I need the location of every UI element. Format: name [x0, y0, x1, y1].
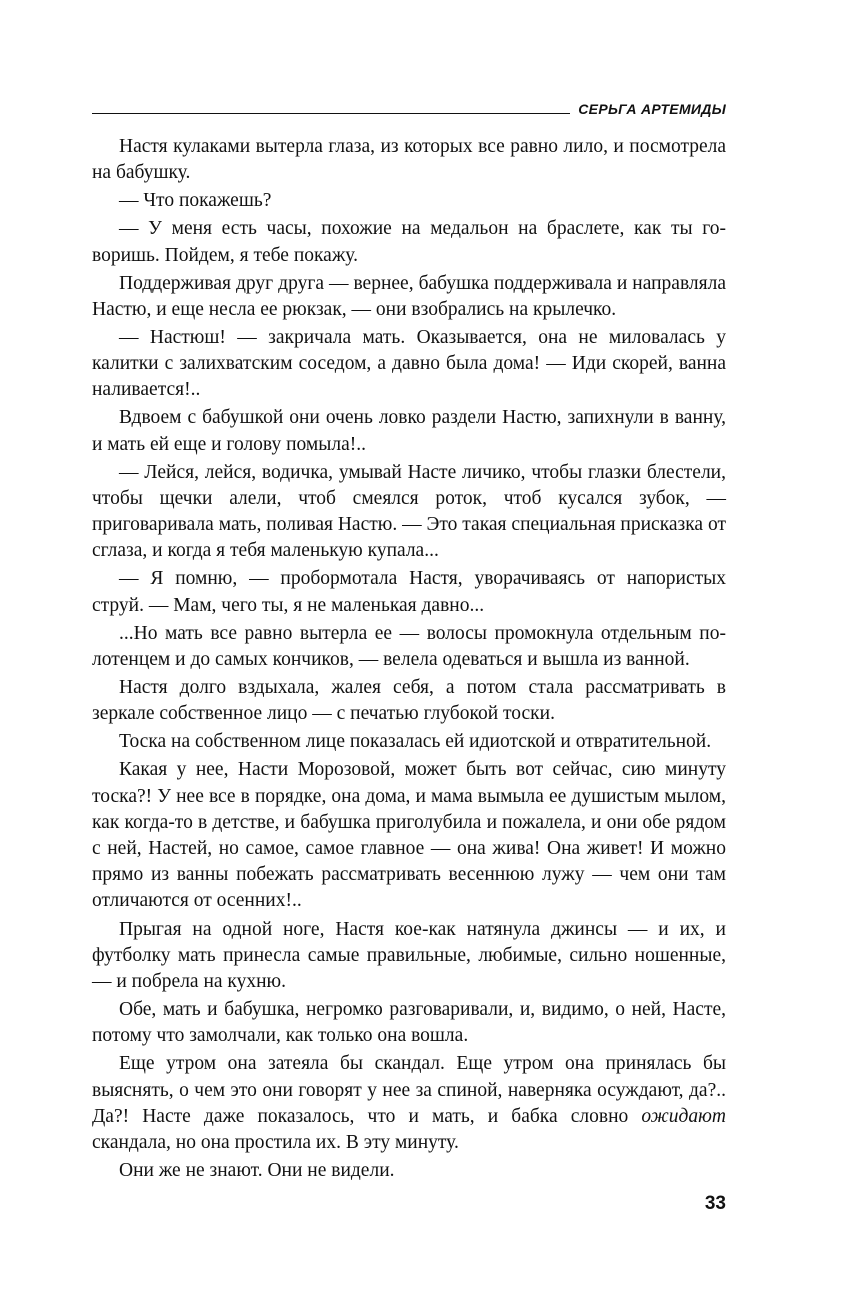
body-text — [92, 134, 726, 1186]
paragraph: — Я помню, — пробормотала Настя, уворачиваясь от напористых струй. — Мам, чего ты, я не маленькая давно... — [92, 568, 726, 616]
paragraph: Настя долго вздыхала, жалея себя, а потом стала рассматривать в зеркале собственное лицо — с печатью глубокой тоски. — [92, 677, 726, 725]
running-title: СЕРЬГА АРТЕМИДЫ — [578, 101, 726, 117]
page-number: 33 — [704, 1193, 726, 1214]
paragraph-text: скандала, но она простила их. В эту минуту. — [92, 1131, 459, 1153]
paragraph-text: Еще утром она затеяла бы скандал. Еще утром она принялась бы выяснять, о чем это они говорят у нее за спиной, наверняка осуждают, да?.. Да?! Насте даже показалось, что и мать, и бабка словно — [92, 1053, 726, 1127]
paragraph-with-emphasis — [92, 1051, 726, 1156]
paragraph: Вдвоем с бабушкой они очень ловко раздели Настю, запихнули в ванну, и мать ей еще и голову помыла!.. — [92, 407, 726, 455]
paragraph: — Что покажешь? — [119, 190, 272, 212]
paragraph: — Лейся, лейся, водичка, умывай Насте личико, чтобы глазки блестели, чтобы щечки алели, чтоб смеялся роток, чтоб кусался зубок, — приговаривала мать, поливая Настю. — Это такая специальная присказка от сглаза, и когда я тебя маленькую купала... — [92, 461, 726, 562]
paragraph: ...Но мать все равно вытерла ее — волосы промокнула отдельным полотенцем и до самых кончиков, — велела одеваться и вышла из ванной. — [92, 622, 726, 670]
paragraph: Какая у нее, Насти Морозовой, может быть вот сейчас, сию минуту тоска?! У нее все в порядке, она дома, и мама вымыла ее душистым мылом, как когда-то в детстве, и бабушка приголубила и пожалела, и они обе рядом с ней, Настей, но самое, самое главное — она жива! Она живет! И можно прямо из ванны побежать рассматривать весеннюю лужу — чем они там отличаются от осенних!.. — [92, 759, 726, 912]
header-rule — [92, 113, 570, 114]
paragraph: Настя кулаками вытерла глаза, из которых все равно лило, и посмотрела на бабушку. — [92, 136, 726, 184]
paragraph: Обе, мать и бабушка, негромко разговаривали, и, видимо, о ней, Насте, потому что замолчали, как только она вошла. — [92, 999, 726, 1047]
paragraph: Они же не знают. Они не видели. — [119, 1160, 395, 1182]
emphasized-word: ожидают — [641, 1105, 726, 1127]
paragraph: Поддерживая друг друга — вернее, бабушка поддерживала и направляла Настю, и еще несла ее рюкзак, — они взобрались на крылечко. — [92, 272, 726, 320]
paragraph: Тоска на собственном лице показалась ей идиотской и отвратительной. — [119, 731, 712, 753]
paragraph: — У меня есть часы, похожие на медальон на браслете, как ты говоришь. Пойдем, я тебе покажу. — [92, 218, 726, 266]
paragraph: Прыгая на одной ноге, Настя кое-как натянула джинсы — и их, и футболку мать принесла самые правильные, любимые, сильно ношенные, — и побрела на кухню. — [92, 918, 726, 992]
paragraph: — Настюш! — закричала мать. Оказывается, она не миловалась у калитки с залихватским соседом, а давно была дома! — Иди скорей, ванна наливается!.. — [92, 326, 726, 401]
running-header — [92, 100, 726, 122]
